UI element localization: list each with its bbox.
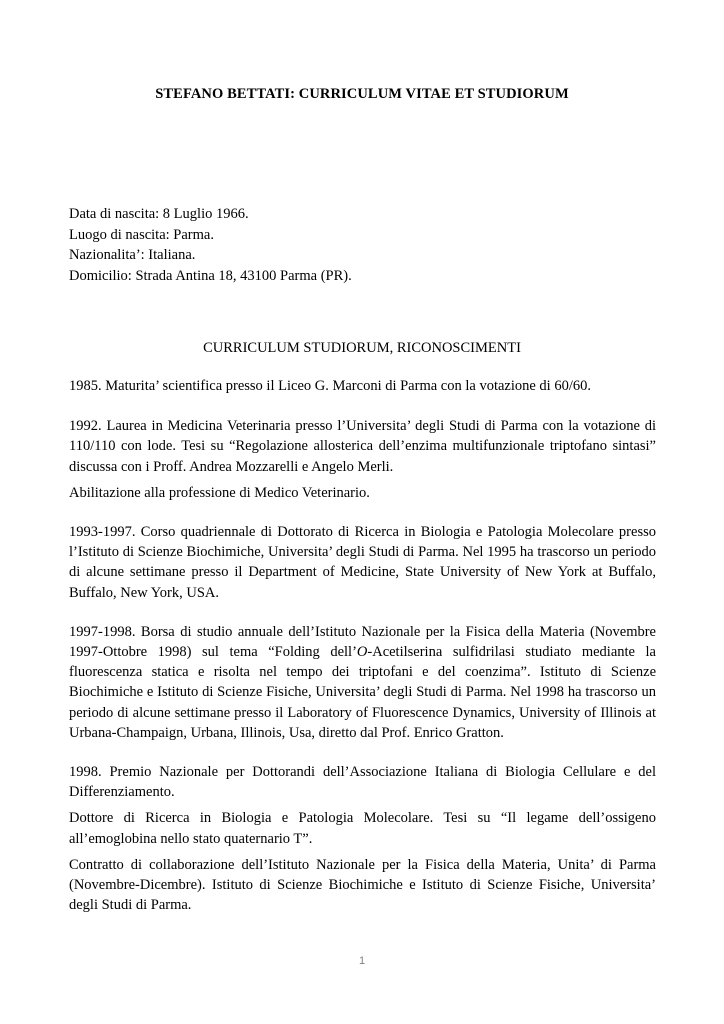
residence: Domicilio: Strada Antina 18, 43100 Parma (PR). <box>69 267 352 284</box>
entry-laurea: 1992. Laurea in Medicina Veterinaria presso l’Universita’ degli Studi di Parma con la votazione di 110/110 con lode. Tesi su “Regolazione allosterica dell’enzima multifunzionale triptofano sintasi” discussa con i Proff. Andrea Mozzarelli e Angelo Merli. <box>69 418 656 475</box>
curriculum-entries <box>69 376 656 915</box>
personal-info <box>69 204 659 286</box>
entry-dottorato: 1993-1997. Corso quadriennale di Dottorato di Ricerca in Biologia e Patologia Molecolare presso l’Istituto di Scienze Biochimiche, Universita’ degli Studi di Parma. Nel 1995 ha trascorso un periodo di alcune settimane presso il Department of Medicine, State University of New York at Buffalo, Buffalo, New York, USA. <box>69 524 656 601</box>
entry-borsa-italic: O <box>356 644 368 661</box>
page-number: 1 <box>358 955 366 967</box>
entry-contratto: Contratto di collaborazione dell’Istituto Nazionale per la Fisica della Materia, Unita’ di Parma (Novembre-Dicembre). Istituto di Scienze Biochimiche e Istituto di Scienze Fisiche, Universita’ degli Studi di Parma. <box>69 856 656 914</box>
entry-borsa-text-2: -Acetilserina sulfidrilasi studiato mediante la fluorescenza statica e risolta nel tempo dei triptofani e del coenzima”. Istituto di Scienze Biochimiche e Istituto di Scienze Fisiche, Universita’ degli Studi di Parma. Nel 1998 ha trascorso un periodo di alcune settimane presso il Laboratory of Fluorescence Dynamics, University of Illinois at Urbana-Champaign, Urbana, Illinois, Usa, diretto dal Prof. Enrico Gratton. <box>69 644 656 741</box>
entry-borsa-di-studio <box>69 622 656 743</box>
nationality: Nazionalita’: Italiana. <box>69 247 196 263</box>
entry-premio: 1998. Premio Nazionale per Dottorandi dell’Associazione Italiana di Biologia Cellulare e del Differenziamento. <box>69 764 656 801</box>
section-heading: CURRICULUM STUDIORUM, RICONOSCIMENTI <box>203 340 521 356</box>
birth-place: Luogo di nascita: Parma. <box>69 226 214 243</box>
entry-maturita: 1985. Maturita’ scientifica presso il Liceo G. Marconi di Parma con la votazione di 60/60. <box>69 378 591 394</box>
entry-abilitazione: Abilitazione alla professione di Medico Veterinario. <box>69 484 370 501</box>
document-title: STEFANO BETTATI: CURRICULUM VITAE ET STUDIORUM <box>155 86 569 102</box>
birth-date: Data di nascita: 8 Luglio 1966. <box>69 206 249 222</box>
entry-borsa-text-1: 1997-1998. Borsa di studio annuale dell’Istituto Nazionale per la Fisica della Materia (Novembre 1997-Ottobre 1998) sul tema “Folding dell’ <box>69 623 656 661</box>
entry-dottore-ricerca: Dottore di Ricerca in Biologia e Patologia Molecolare. Tesi su “Il legame dell’ossigeno all’emoglobina nello stato quaternario T”. <box>69 810 656 847</box>
